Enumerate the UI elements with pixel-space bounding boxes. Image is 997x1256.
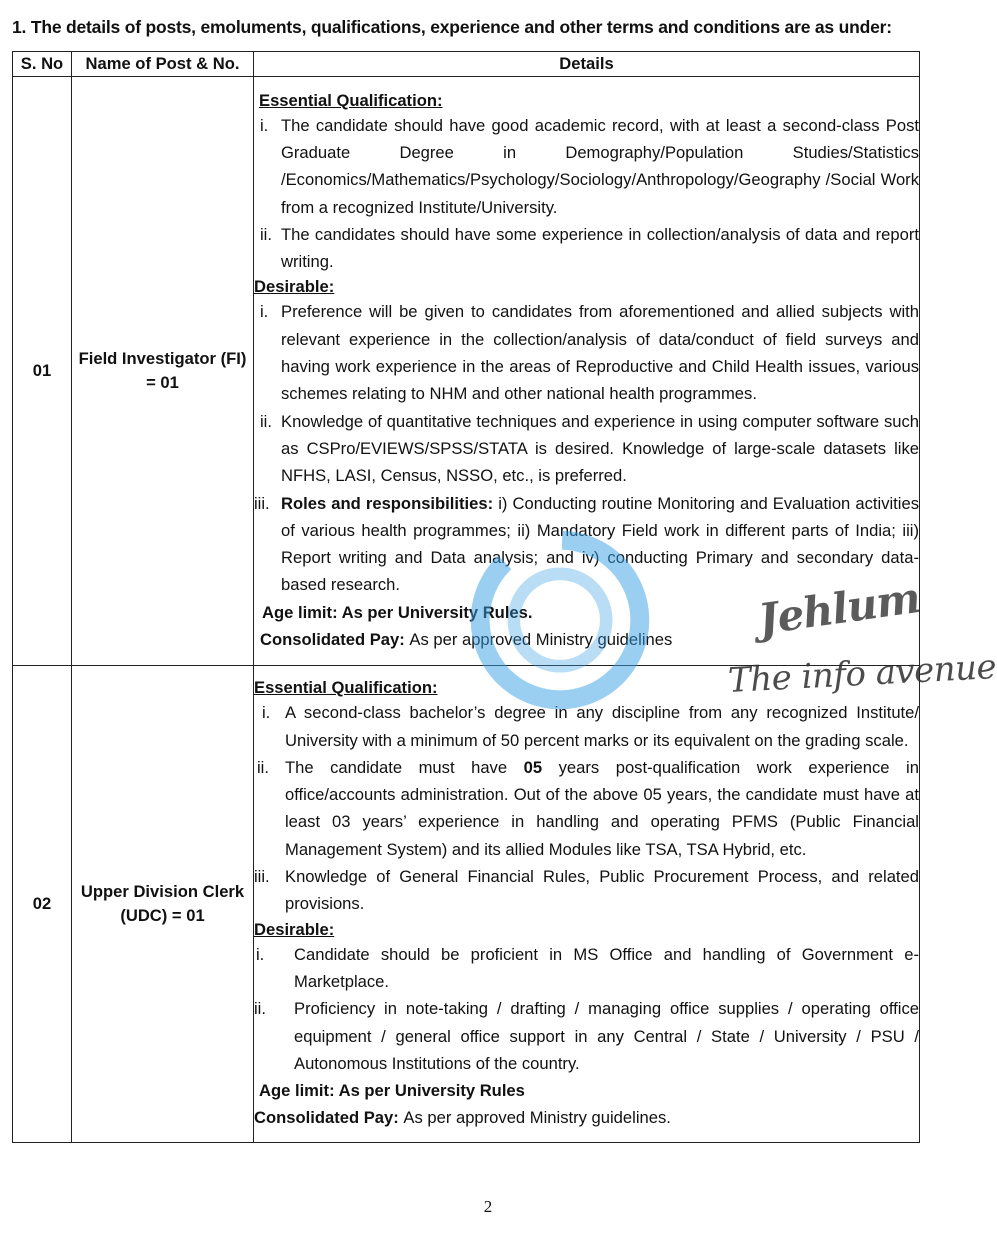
serial-number: 02 xyxy=(13,666,72,1143)
list-item xyxy=(254,408,919,490)
desirable-title: Desirable: xyxy=(254,919,335,939)
table-row xyxy=(13,666,920,1143)
table-header-row xyxy=(13,52,920,77)
item-text xyxy=(285,754,919,863)
item-text: Preference will be given to candidates from aforementioned and allied subjects with relevant experience in the collection/analysis of data/conduct of field surveys and having work experience in the areas of Reproductive and Child Health issues, various schemes relating to NHM and other national health programmes. xyxy=(281,302,919,404)
item-text: The candidate should have good academic record, with at least a second-class Post Graduate Degree in Demography/Population Studies/Statistics /Economics/Mathematics/Psychology/Sociology/Anthropology/Geography /Social Work from a recognized Institute/University. xyxy=(281,115,919,217)
list-item xyxy=(254,221,919,276)
details-cell xyxy=(254,666,920,1143)
list-item xyxy=(254,995,919,1077)
pay-label: Consolidated Pay: xyxy=(260,630,405,650)
pay-text: As per approved Ministry guidelines xyxy=(409,630,673,650)
item-text: The candidates should have some experience in collection/analysis of data and report writing. xyxy=(281,224,919,272)
item-text: Knowledge of quantitative techniques and experience in using computer software such as CSPro/EVIEWS/SPSS/STATA is desired. Knowledge of large-scale datasets like NFHS, LASI, Census, NSSO, etc., is preferred. xyxy=(281,411,919,486)
item-text: A second-class bachelor’s degree in any discipline from any recognized Institute/ University with a minimum of 50 percent marks or its equivalent on the grading scale. xyxy=(285,703,919,750)
list-item xyxy=(254,298,919,407)
age-limit: Age limit: As per University Rules xyxy=(259,1081,525,1101)
item-number: iii. xyxy=(254,867,270,887)
header-post-name: Name of Post & No. xyxy=(72,52,254,77)
page-heading: 1. The details of posts, emoluments, qualifications, experience and other terms and conditions are as under: xyxy=(12,17,892,37)
item-number: i. xyxy=(260,115,269,135)
essential-qualification-title: Essential Qualification: xyxy=(254,678,438,698)
item-number: i. xyxy=(262,703,271,723)
item-number: iii. xyxy=(254,493,270,513)
item-text: Candidate should be proficient in MS Office and handling of Government e-Marketplace. xyxy=(294,944,919,991)
roles-label: Roles and responsibilities: xyxy=(281,493,494,513)
post-name-cell xyxy=(72,77,254,666)
watermark-brand: The info avenue xyxy=(727,647,997,701)
post-count: (UDC) = 01 xyxy=(120,906,205,925)
header-sno: S. No xyxy=(13,52,72,77)
years-value: 05 xyxy=(523,757,543,777)
desirable-title: Desirable: xyxy=(254,277,335,297)
item-text-pre: The candidate must have xyxy=(285,757,508,777)
post-name: Upper Division Clerk xyxy=(80,882,245,901)
serial-number: 01 xyxy=(13,77,72,666)
item-text: Proficiency in note-taking / drafting / managing office supplies / operating office equipment / general office support in any Central / State / University / PSU / Autonomous Institutions of the country. xyxy=(294,999,919,1073)
item-number: i. xyxy=(256,944,265,964)
item-text-post: years post-qualification work experience in office/accounts administration. Out of the above 05 years, the candidate must have at least 03 years’ experience in handling and operating PFMS (Public Financial Management System) and its allied Modules like TSA, TSA Hybrid, etc. xyxy=(285,757,919,859)
item-number: i. xyxy=(260,302,269,322)
page-number: 2 xyxy=(483,1197,493,1216)
list-item xyxy=(254,112,919,221)
list-item xyxy=(254,941,919,996)
post-name: Field Investigator (FI) xyxy=(78,349,247,368)
watermark-logo xyxy=(455,515,665,725)
post-count: = 01 xyxy=(146,373,179,392)
header-details: Details xyxy=(254,52,920,77)
age-limit: Age limit: As per University Rules. xyxy=(262,602,533,622)
item-number: ii. xyxy=(260,411,272,431)
post-name-cell xyxy=(72,666,254,1143)
roles-description: i) Conducting routine Monitoring and Evaluation activities of various health programmes; ii) Mandatory Field work in different parts of India; iii) Report writing and Data analysis; and iv) conducting Primary and secondary data-based research. xyxy=(281,493,919,595)
list-item xyxy=(254,754,919,863)
pay-label: Consolidated Pay: xyxy=(254,1108,399,1128)
item-number: ii. xyxy=(257,757,269,777)
essential-qualification-title: Essential Qualification: xyxy=(259,90,443,110)
consolidated-pay xyxy=(254,1104,919,1131)
item-text: Knowledge of General Financial Rules, Public Procurement Process, and related provisions. xyxy=(285,867,919,914)
item-number: ii. xyxy=(260,224,272,244)
item-number: ii. xyxy=(254,999,266,1019)
pay-text: As per approved Ministry guidelines. xyxy=(403,1108,671,1128)
list-item xyxy=(254,863,919,918)
watermark-signature: Jehlum xyxy=(755,572,923,645)
